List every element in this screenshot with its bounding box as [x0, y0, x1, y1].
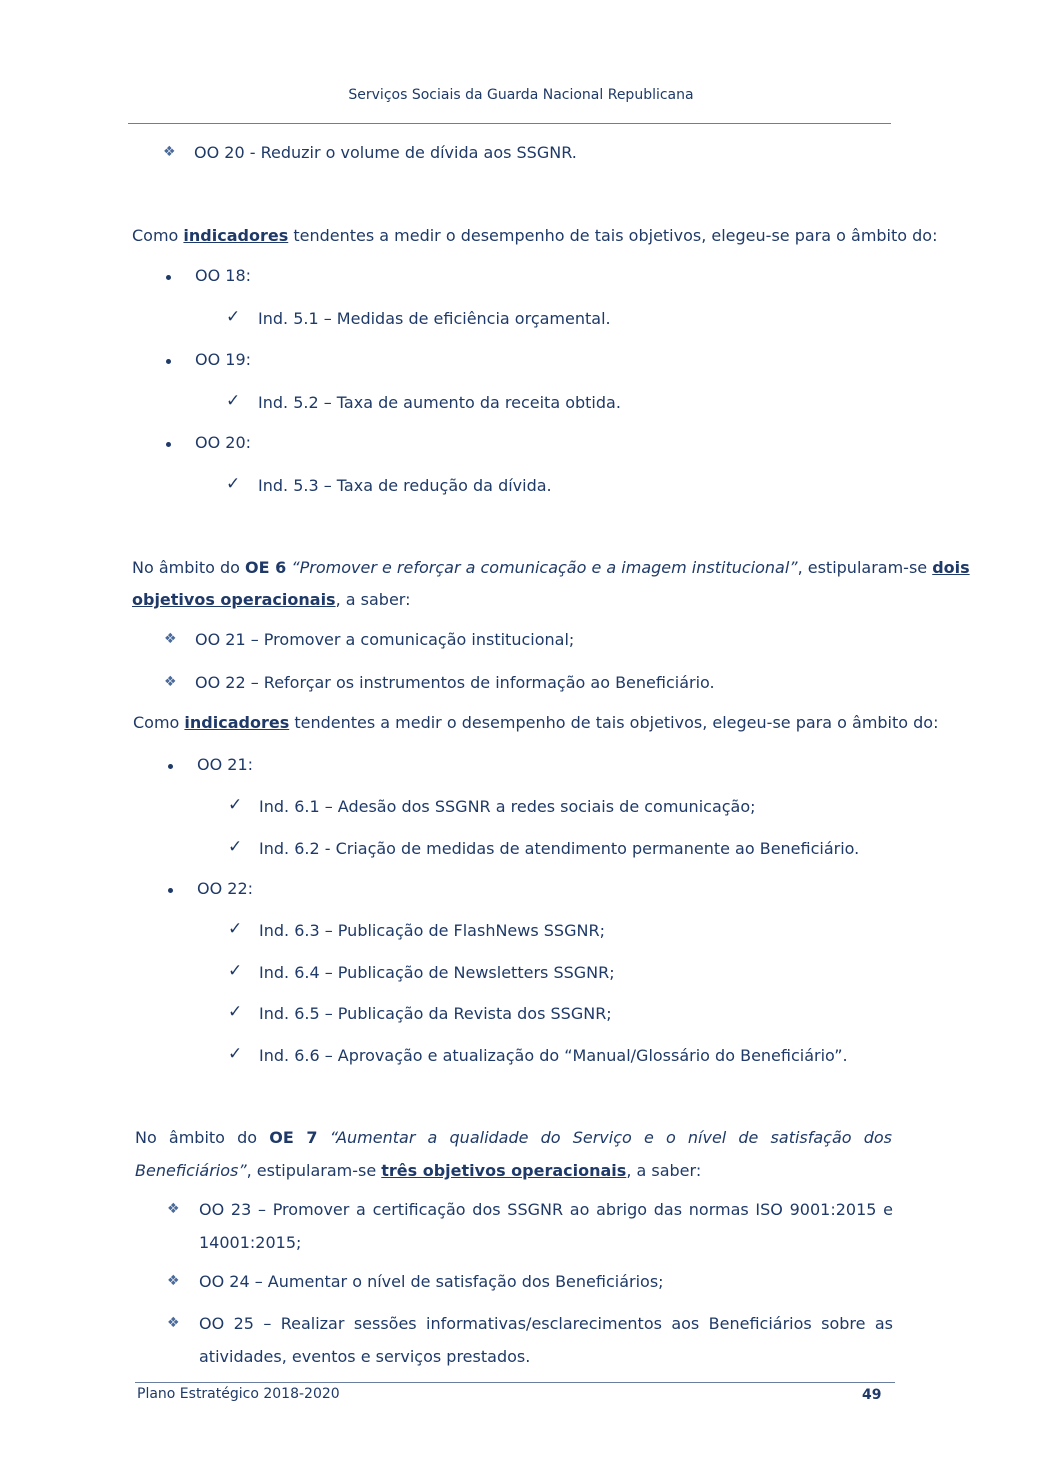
indicators-intro-1 [132, 226, 937, 245]
bullet-dot-icon [166, 359, 171, 364]
bullet-dot-icon [168, 888, 173, 893]
intro-text: tendentes a medir o desempenho de tais objetivos, elegeu-se para o âmbito do: [288, 226, 938, 245]
intro-text: Como [133, 713, 185, 732]
group-label: OO 21: [197, 755, 254, 774]
checkmark-icon: ✓ [228, 837, 243, 857]
diamond-bullet-icon: ❖ [164, 674, 177, 690]
objective-oo20: OO 20 - Reduzir o volume de dívida aos SSGNR. [194, 143, 577, 162]
oe-label: OE 6 [245, 558, 287, 577]
objective-item: OO 22 – Reforçar os instrumentos de informação ao Beneficiário. [195, 673, 715, 692]
checkmark-icon: ✓ [228, 919, 243, 939]
diamond-bullet-icon: ❖ [164, 631, 177, 647]
paragraph-text: , estipularam-se [246, 1161, 382, 1180]
footer-divider [135, 1382, 895, 1383]
oe-label: OE 7 [269, 1128, 318, 1147]
bullet-dot-icon [166, 442, 171, 447]
intro-text: Como [132, 226, 184, 245]
group-label: OO 20: [195, 433, 252, 452]
indicator-item: Ind. 6.1 – Adesão dos SSGNR a redes sociais de comunicação; [259, 797, 756, 816]
oe-quote: “Aumentar a qualidade do Serviço e o nível de satisfação dos Beneficiários” [135, 1128, 893, 1180]
paragraph-text: , a saber: [335, 590, 411, 609]
indicator-item: Ind. 6.4 – Publicação de Newsletters SSGNR; [259, 963, 615, 982]
indicator-item: Ind. 5.1 – Medidas de eficiência orçamental. [258, 309, 611, 328]
footer-doc-title: Plano Estratégico 2018-2020 [137, 1386, 340, 1402]
header-divider [128, 123, 891, 124]
indicator-item: Ind. 6.3 – Publicação de FlashNews SSGNR; [259, 921, 605, 940]
group-label: OO 18: [195, 266, 252, 285]
oe6-paragraph-line1 [132, 558, 970, 577]
bullet-dot-icon [168, 764, 173, 769]
group-label: OO 19: [195, 350, 252, 369]
indicator-item: Ind. 5.2 – Taxa de aumento da receita obtida. [258, 393, 621, 412]
checkmark-icon: ✓ [226, 474, 241, 494]
oe7-paragraph [135, 1121, 892, 1187]
indicator-item: Ind. 6.5 – Publicação da Revista dos SSGNR; [259, 1004, 612, 1023]
indicator-item: Ind. 6.2 - Criação de medidas de atendimento permanente ao Beneficiário. [259, 839, 860, 858]
paragraph-text: No âmbito do [135, 1128, 270, 1147]
page-number: 49 [862, 1387, 882, 1403]
diamond-bullet-icon: ❖ [167, 1273, 180, 1289]
checkmark-icon: ✓ [228, 795, 243, 815]
checkmark-icon: ✓ [228, 1044, 243, 1064]
intro-text: tendentes a medir o desempenho de tais objetivos, elegeu-se para o âmbito do: [289, 713, 939, 732]
diamond-bullet-icon: ❖ [167, 1315, 180, 1331]
intro-underlined: indicadores [184, 713, 290, 732]
page-header: Serviços Sociais da Guarda Nacional Republicana [348, 87, 694, 103]
paragraph-underlined: objetivos operacionais [132, 590, 336, 609]
objective-item: OO 24 – Aumentar o nível de satisfação dos Beneficiários; [199, 1272, 664, 1291]
objective-item: OO 25 – Realizar sessões informativas/esclarecimentos aos Beneficiários sobre as atividades, eventos e serviços prestados. [199, 1314, 893, 1366]
paragraph-text: No âmbito do [132, 558, 246, 577]
indicator-item: Ind. 6.6 – Aprovação e atualização do “Manual/Glossário do Beneficiário”. [259, 1046, 848, 1065]
indicators-intro-2 [133, 713, 938, 732]
paragraph-underlined: dois [932, 558, 970, 577]
diamond-bullet-icon: ❖ [163, 144, 176, 160]
checkmark-icon: ✓ [226, 391, 241, 411]
diamond-bullet-icon: ❖ [167, 1201, 180, 1217]
checkmark-icon: ✓ [228, 1002, 243, 1022]
paragraph-underlined: três objetivos operacionais [381, 1161, 627, 1180]
checkmark-icon: ✓ [228, 961, 243, 981]
intro-underlined: indicadores [183, 226, 289, 245]
indicator-item: Ind. 5.3 – Taxa de redução da dívida. [258, 476, 552, 495]
paragraph-text: , a saber: [626, 1161, 702, 1180]
oe-quote: “Promover e reforçar a comunicação e a imagem institucional” [286, 558, 798, 577]
group-label: OO 22: [197, 879, 254, 898]
checkmark-icon: ✓ [226, 307, 241, 327]
bullet-dot-icon [166, 275, 171, 280]
objective-item: OO 23 – Promover a certificação dos SSGNR ao abrigo das normas ISO 9001:2015 e 14001:2015; [199, 1200, 893, 1252]
paragraph-text: , estipularam-se [797, 558, 933, 577]
oe6-paragraph-line2 [132, 590, 410, 609]
objective-item: OO 21 – Promover a comunicação institucional; [195, 630, 575, 649]
